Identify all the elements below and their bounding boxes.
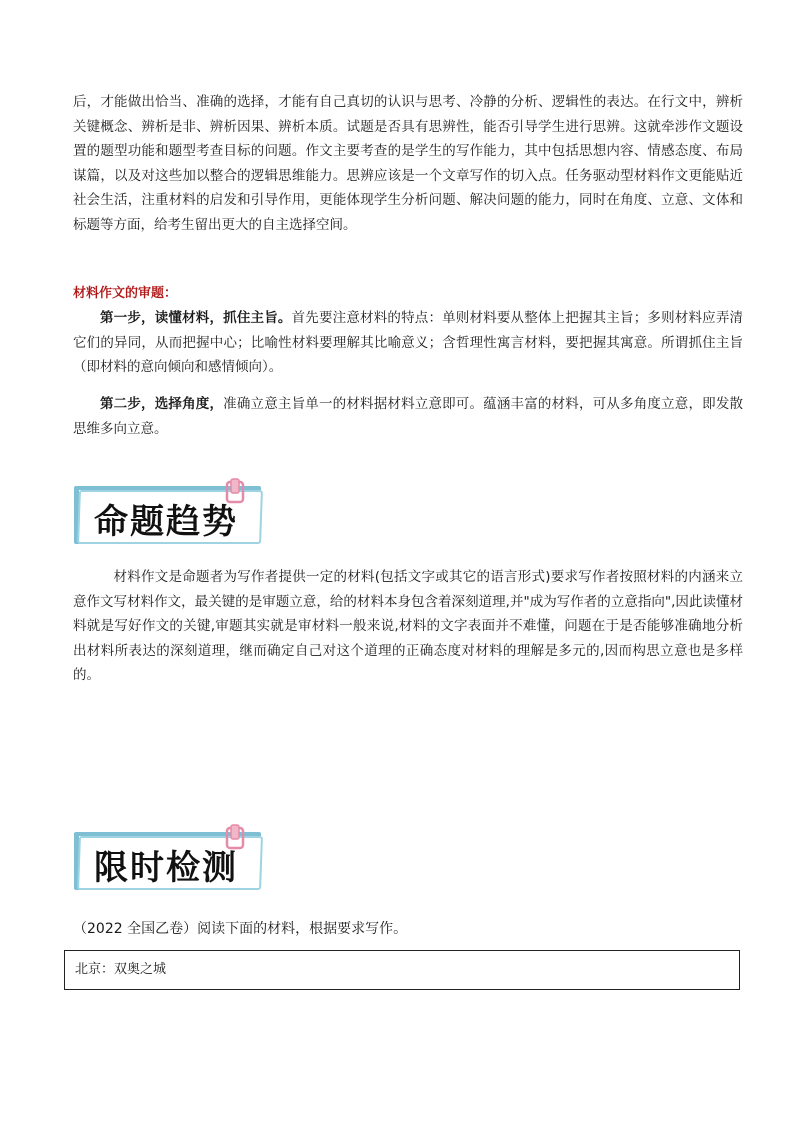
paper-clip-icon — [224, 824, 246, 850]
step-one-body: 首先要注意材料的特点：单则材料要从整体上把握其主旨；多则材料应弄清它们的异同，从而把握中心；比喻性材料要理解其比喻意义；含哲理性寓言材料，要把握其寓意。所谓抓住主旨（即材料的意向倾向和感情倾向）。 — [73, 310, 744, 375]
material-text: 北京：双奥之城 — [75, 962, 167, 977]
trend-banner-title: 命题趋势 — [94, 502, 238, 542]
test-banner — [72, 824, 264, 892]
paper-clip-icon — [224, 478, 246, 504]
review-heading: 材料作文的审题： — [73, 286, 178, 301]
trend-paragraph: 材料作文是命题者为写作者提供一定的材料(包括文字或其它的语言形式)要求写作者按照材料的内涵来立意作文写材料作文，最关键的是审题立意，给的材料本身包含着深刻道理,并"成为写作者的立意指向",因此读懂材料就是写好作文的关键,审题其实就是审材料一般来说,材料的文字表面并不难懂，问题在于是否能够准确地分析出材料所表达的深刻道理，继而确定自己对这个道理的正确态度对材料的理解是多元的,因而构思立意也是多样的。 — [73, 569, 743, 683]
material-box — [64, 950, 740, 990]
step-one-paragraph — [73, 306, 743, 380]
intro-paragraph: 后，才能做出恰当、准确的选择，才能有自己真切的认识与思考、冷静的分析、逻辑性的表达。在行文中，辨析关键概念、辨析是非、辨析因果、辨析本质。试题是否具有思辨性，能否引导学生进行思辨。这就牵涉作文题设置的题型功能和题型考查目标的问题。作文主要考查的是学生的写作能力，其中包括思想内容、情感态度、布局谋篇，以及对这些加以整合的逻辑思维能力。思辨应该是一个文章写作的切入点。任务驱动型材料作文更能贴近社会生活，注重材料的启发和引导作用，更能体现学生分析问题、解决问题的能力，同时在角度、立意、文体和标题等方面，给考生留出更大的自主选择空间。 — [73, 94, 743, 233]
step-one-lead: 第一步，读懂材料，抓住主旨。 — [100, 310, 292, 326]
exam-prompt: （2022 全国乙卷）阅读下面的材料，根据要求写作。 — [73, 921, 408, 937]
trend-banner — [72, 478, 264, 546]
step-two-paragraph — [73, 392, 743, 441]
step-two-body: 准确立意主旨单一的材料据材料立意即可。蕴涵丰富的材料，可从多角度立意，即发散思维多向立意。 — [73, 396, 744, 437]
test-banner-title: 限时检测 — [94, 848, 238, 888]
step-two-lead: 第二步，选择角度， — [100, 396, 224, 412]
